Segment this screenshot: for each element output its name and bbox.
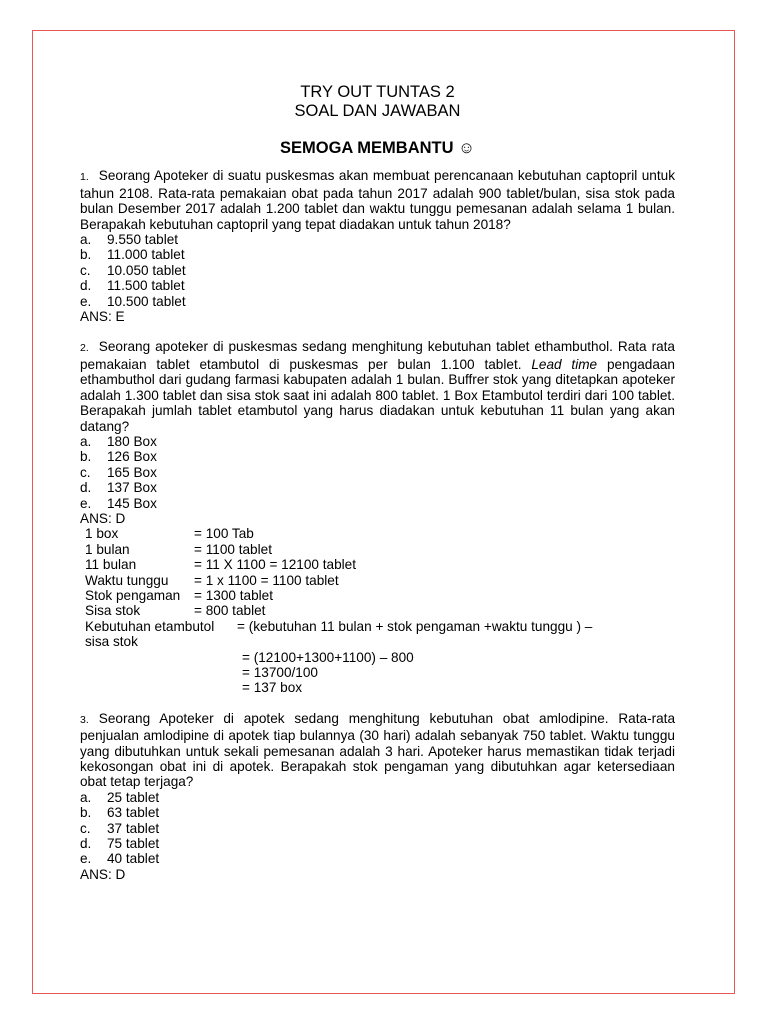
question-2 bbox=[80, 339, 675, 710]
calculation bbox=[80, 526, 675, 695]
calc-row: 1 box = 100 Tab bbox=[85, 526, 254, 542]
option-d: d. 137 Box bbox=[80, 480, 157, 496]
option-a: a. 25 tablet bbox=[80, 789, 160, 805]
option-c: c. 10.050 tablet bbox=[80, 262, 186, 278]
option-b: b. 126 Box bbox=[80, 449, 157, 465]
question-number: 3. bbox=[80, 713, 89, 726]
lead-time-term: Lead time bbox=[531, 356, 598, 372]
option-c: c. 165 Box bbox=[80, 464, 157, 480]
calc-need-cont: sisa stok bbox=[85, 634, 138, 650]
option-e: e. 145 Box bbox=[80, 495, 157, 511]
calc-step: = 13700/100 bbox=[242, 665, 318, 680]
calc-need-row: Kebutuhan etambutol = (kebutuhan 11 bulan + stok pengaman +waktu tunggu ) – bbox=[85, 618, 593, 634]
question-number: 1. bbox=[80, 171, 89, 184]
question-number: 2. bbox=[80, 342, 89, 355]
doc-title bbox=[80, 83, 675, 121]
question-3-text bbox=[80, 711, 675, 790]
option-e: e. 40 tablet bbox=[80, 851, 160, 867]
option-b: b. 63 tablet bbox=[80, 805, 160, 821]
doc-subtitle: SEMOGA MEMBANTU ☺ bbox=[280, 139, 475, 157]
question-body: Seorang Apoteker di apotek sedang menghitung kebutuhan obat amlodipine. Rata-rata penjualan amlodipine di apotek tiap bulannya (30 hari) adalah sebanyak 750 tablet. Waktu tunggu yang dibutuhkan untuk sekali pemesanan adalah 3 hari. Apoteker harus memastikan tidak terjadi kekosongan obat ini di apotek. Berapakah stok pengaman yang dibutuhkan agar ketersediaan obat tetap terjaga? bbox=[80, 710, 675, 790]
option-a: a. 9.550 tablet bbox=[80, 232, 179, 248]
calc-step: = (12100+1300+1100) – 800 bbox=[242, 649, 414, 665]
option-d: d. 11.500 tablet bbox=[80, 278, 185, 294]
answer: ANS: D bbox=[80, 866, 126, 882]
title-line-1: TRY OUT TUNTAS 2 bbox=[300, 83, 455, 101]
question-1 bbox=[80, 168, 675, 324]
question-body: Seorang Apoteker di suatu puskesmas akan membuat perencanaan kebutuhan captopril untuk tahun 2108. Rata-rata pemakaian obat pada tahun 2017 adalah 900 tablet/bulan, sisa stok pada bulan Desember 2017 adalah 1.200 tablet dan waktu tunggu pemesanan adalah selama 1 bulan. Berapakah kebutuhan captopril yang tepat diadakan untuk tahun 2018? bbox=[80, 168, 675, 232]
option-e: e. 10.500 tablet bbox=[80, 293, 186, 309]
answer: ANS: D bbox=[80, 510, 126, 526]
calc-row: 11 bulan = 11 X 1100 = 12100 tablet bbox=[85, 557, 357, 573]
calc-step: = 137 box bbox=[242, 680, 303, 696]
document-body bbox=[80, 83, 675, 882]
calc-row: Sisa stok = 800 tablet bbox=[85, 603, 266, 619]
calc-row: Stok pengaman = 1300 tablet bbox=[85, 587, 273, 603]
question-2-text: 2. Seorang apoteker di puskesmas sedang menghitung kebutuhan tablet ethambuthol. Rata rata pemakaian tablet etambutol di puskesmas per bulan 1.100 tablet. Lead time pengadaan ethambuthol dari gudang farmasi kabupaten adalah 1 bulan. Buffrer stok yang ditetapkan apoteker adalah 1.300 tablet dan sisa stok saat ini adalah 800 tablet. 1 Box Etambutol terdiri dari 100 tablet. Berapakah jumlah tablet etambutol yang harus diadakan untuk kebutuhan 11 bulan yang akan datang? bbox=[80, 339, 675, 434]
option-a: a. 180 Box bbox=[80, 433, 157, 449]
option-c: c. 37 tablet bbox=[80, 820, 160, 836]
question-1-text bbox=[80, 168, 675, 232]
question-3 bbox=[80, 711, 675, 882]
option-d: d. 75 tablet bbox=[80, 836, 160, 852]
calc-row: 1 bulan = 1100 tablet bbox=[85, 541, 272, 557]
calc-row: Waktu tunggu = 1 x 1100 = 1100 tablet bbox=[85, 572, 339, 588]
title-line-2: SOAL DAN JAWABAN bbox=[294, 102, 461, 120]
option-b: b. 11.000 tablet bbox=[80, 247, 185, 263]
answer: ANS: E bbox=[80, 309, 125, 325]
